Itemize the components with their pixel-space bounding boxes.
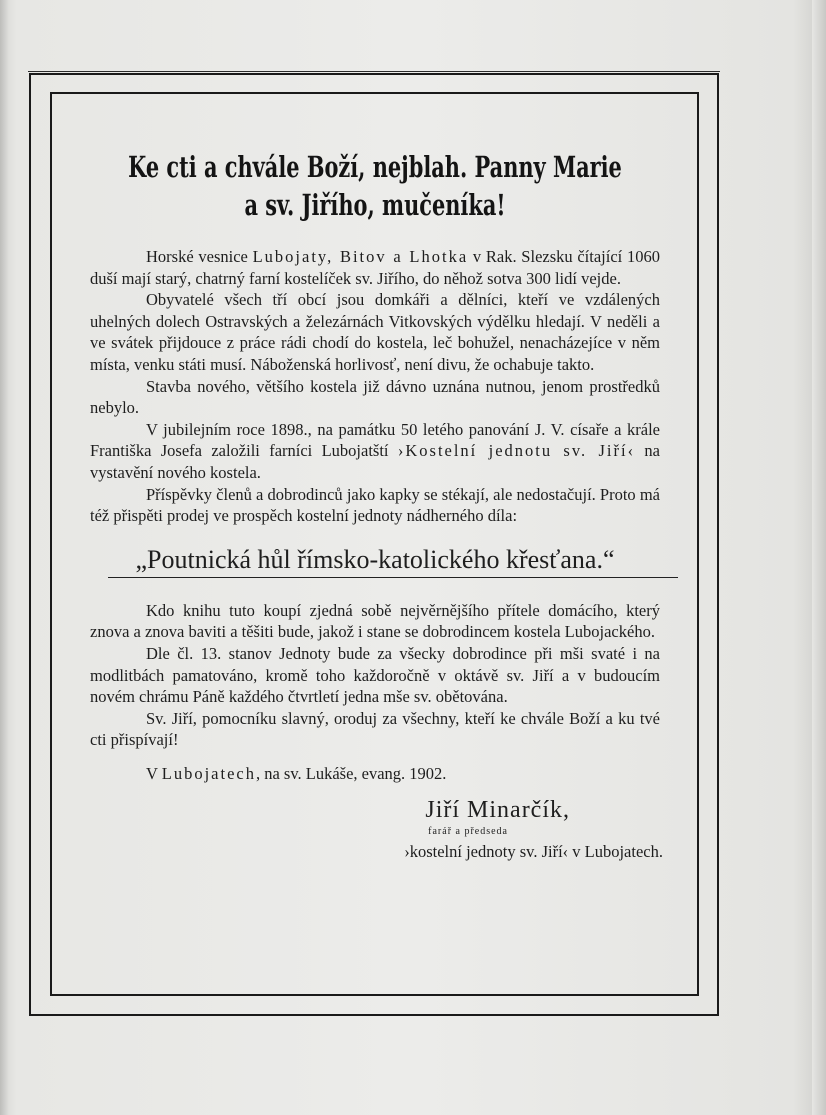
signature-date-a: V	[146, 763, 162, 783]
paragraph-prayer: Sv. Jiří, pomocníku slavný, oroduj za všechny, kteří ke chvále Boží a ku tvé cti přispívají!	[90, 708, 660, 750]
signatory-role: farář a předseda	[428, 825, 508, 837]
church-union-name: ›Kostelní jednotu sv. Jiří‹	[397, 441, 636, 461]
signatory-name: Jiří Minarčík,	[425, 796, 570, 823]
signatory-organization: ›kostelní jednoty sv. Jiří‹ v Lubojatech.	[404, 841, 663, 861]
paragraph-masses: Dle čl. 13. stanov Jednoty bude za všecky dobrodince při mši svaté i na modlitbách pamatováno, kromě toho každoročně v oktávě sv. Jiří a v budoucím novém chrámu Páně každého čtvrtletí jedna mše sv. obětována.	[90, 643, 660, 707]
appeal-content	[90, 140, 663, 863]
paragraph-buyer: Kdo knihu tuto koupí zjedná sobě nejvěrnějšího přítele domácího, který znova a znova baviti a těšiti bude, jakož i stane se dobrodincem kostela Lubojackého.	[90, 600, 660, 642]
paragraph-construction: Stavba nového, většího kostela již dávno uznána nutnou, jenom prostředků nebylo.	[90, 376, 660, 418]
heading-line-2: a sv. Jiřího, mučeníka!	[244, 188, 506, 222]
paragraph-villages	[90, 246, 660, 289]
page-right-edge	[812, 0, 826, 1115]
paragraph-villages-text-c: v Rak. Slezsku čítající 1060 duší mají starý, chatrný farní kostelíček sv. Jiřího, do něhož sotva 300 lidí vejde.	[90, 247, 660, 288]
village-names: Lubojaty, Bitov a Lhotka	[252, 247, 469, 266]
signature-date-c: , na sv. Lukáše, evang. 1902.	[255, 763, 447, 783]
paragraph-contributions: Příspěvky členů a dobrodinců jako kapky se stékají, ale nedostačují. Proto má též přispěti prodej ve prospěch kostelní jednoty nádherného díla:	[90, 484, 660, 526]
appeal-body	[90, 246, 660, 527]
signature-date-line	[90, 763, 660, 785]
signature-block	[90, 763, 663, 863]
book-title: „Poutnická hůl římsko-katolického křesťana.“	[135, 544, 615, 574]
page-heading	[112, 148, 638, 224]
paragraph-jubilee	[90, 419, 660, 484]
signature-place: Lubojatech	[161, 763, 256, 783]
paragraph-inhabitants: Obyvatelé všech tří obcí jsou domkáři a dělníci, kteří ve vzdálených uhelných dolech Ostravských a železárnách Vitkovských výdělku hledají. V neděli a ve svátek přijdouce z práce rádi chodí do kostela, leč bohužel, nenacházejíce v něm místa, venku státi musí. Náboženská horlivosť, není divu, že ochabuje takto.	[90, 290, 660, 374]
heading-line-1: Ke cti a chvále Boží, nejblah. Panny Marie	[128, 150, 622, 184]
paragraph-villages-text-a: Horské vesnice	[146, 247, 253, 266]
book-title-underline	[108, 577, 678, 578]
page-left-edge	[0, 0, 9, 1115]
appeal-body-continued	[90, 600, 660, 751]
paragraph-jubilee-text-c: na vystavění nového kostela.	[90, 441, 660, 482]
paragraph-jubilee-text-a: V jubilejním roce 1898., na památku 50 letého panování J. V. císaře a krále Františka Josefa založili farníci Lubojatští	[90, 419, 660, 461]
